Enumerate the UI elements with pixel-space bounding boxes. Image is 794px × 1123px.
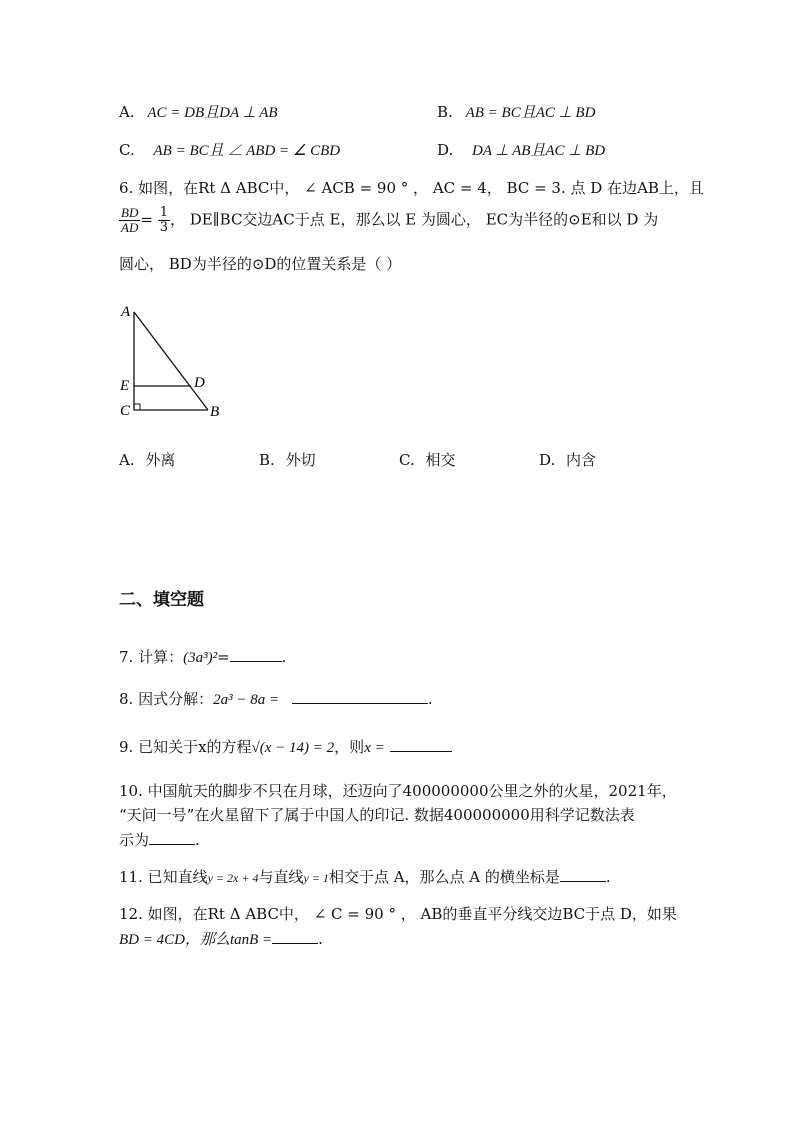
- q7-equals: =: [217, 648, 230, 666]
- fraction-one-third: [158, 206, 170, 235]
- fraction-denominator: AD: [121, 220, 139, 235]
- q7-prefix: 7. 计算：: [119, 648, 184, 666]
- q10-end: .: [195, 831, 200, 849]
- answer-blank[interactable]: [390, 737, 452, 752]
- option-text: AB = BC且AC ⊥ BD: [465, 105, 596, 121]
- label-e: E: [120, 378, 130, 394]
- option-label: B.: [259, 451, 275, 469]
- q8-prefix: 8. 因式分解：: [119, 690, 214, 708]
- option-text: 外离: [145, 451, 176, 469]
- q9-equation: √(x − 14) = 2: [251, 740, 335, 756]
- answer-blank[interactable]: [292, 689, 428, 704]
- option-label: D.: [539, 451, 556, 469]
- q6-option-d: [539, 449, 596, 470]
- q9-prefix: 9. 已知关于x的方程: [119, 738, 252, 756]
- q6-line2-text: ， DE∥BC交边AC于点 E，那么以 E 为圆心， EC为半径的⊙E和以 D 为: [169, 210, 659, 229]
- equals-sign: =: [140, 210, 158, 229]
- q6-line1: 6. 如图，在Rt Δ ABC中， ∠ ACB = 90 ° ， AC = 4， BC = 3. 点 D 在边AB上，且: [119, 179, 704, 197]
- answer-blank[interactable]: [272, 929, 318, 944]
- fraction-numerator: BD: [121, 205, 139, 220]
- right-angle-mark: [134, 404, 140, 410]
- answer-blank[interactable]: [149, 830, 195, 845]
- q6-option-c: [399, 449, 456, 470]
- q5-option-b: [437, 101, 595, 122]
- q11-end: .: [605, 868, 611, 886]
- q8-end: .: [427, 690, 433, 708]
- label-c: C: [120, 403, 131, 419]
- q12-prefix: BD = 4CD，那么tanB =: [119, 932, 273, 948]
- option-label: A.: [119, 451, 135, 469]
- q10-line2: “天问一号”在火星留下了属于中国人的印记. 数据400000000用科学记数法表: [119, 806, 635, 824]
- q6-option-a: [119, 449, 175, 470]
- q12-end: .: [318, 930, 323, 948]
- q8-expression: 2a³ − 8a =: [213, 692, 280, 708]
- q9-mid: ，则: [334, 738, 365, 756]
- q11-mid: 与直线: [258, 868, 304, 886]
- answer-blank[interactable]: [560, 867, 606, 882]
- q5-option-c: [119, 139, 340, 160]
- option-text: DA ⊥ AB且AC ⊥ BD: [472, 143, 606, 159]
- q5-option-a: [119, 101, 278, 122]
- triangle-figure: [115, 300, 225, 425]
- option-label: B.: [437, 103, 453, 121]
- option-text: AB = BC且 ∠ ABD = ∠ CBD: [153, 143, 341, 159]
- option-text: 相交: [425, 451, 456, 469]
- q7-end: .: [281, 648, 287, 666]
- section-heading: 二、填空题: [119, 590, 204, 610]
- option-text: AC = DB且DA ⊥ AB: [147, 105, 278, 121]
- option-label: D.: [437, 141, 454, 159]
- q5-option-d: [437, 139, 605, 160]
- label-b: B: [210, 404, 220, 420]
- q11-prefix: 11. 已知直线: [119, 868, 208, 886]
- fraction-bd-ad: [119, 206, 140, 235]
- q12-line2: [119, 928, 323, 949]
- label-d: D: [194, 375, 205, 391]
- label-a: A: [121, 304, 131, 320]
- q10-prefix: 示为: [119, 831, 150, 849]
- fraction-denominator: 3: [159, 220, 168, 235]
- q6-line3: 圆心， BD为半径的⊙D的位置关系是（ ）: [119, 255, 402, 273]
- q6-option-b: [259, 449, 316, 470]
- q10-line1: 10. 中国航天的脚步不只在月球，还迈向了400000000公里之外的火星，2021年，: [119, 782, 677, 800]
- option-text: 外切: [285, 451, 316, 469]
- option-label: C.: [399, 451, 415, 469]
- q7: [119, 646, 286, 667]
- fraction-numerator: 1: [159, 205, 168, 220]
- q6-line2: [119, 206, 658, 235]
- q11-line-equation-1: y = 2x + 4: [207, 871, 259, 885]
- q10-line3: [119, 829, 200, 850]
- q11-line-equation-2: y = 1: [303, 871, 329, 885]
- answer-blank[interactable]: [230, 647, 282, 662]
- q7-expression: (3a³)²: [183, 650, 218, 666]
- q12-line1: 12. 如图，在Rt Δ ABC中， ∠ C = 90 ° ， AB的垂直平分线交边BC于点 D，如果: [119, 905, 677, 923]
- option-label: C.: [119, 141, 135, 159]
- q11: [119, 866, 611, 887]
- q9-variable: x =: [364, 740, 385, 756]
- option-label: A.: [119, 103, 135, 121]
- q9: [119, 736, 452, 757]
- q11-suffix: 相交于点 A，那么点 A 的横坐标是: [328, 868, 560, 886]
- q8: [119, 688, 433, 709]
- side-ab: [134, 312, 208, 410]
- option-text: 内含: [566, 451, 597, 469]
